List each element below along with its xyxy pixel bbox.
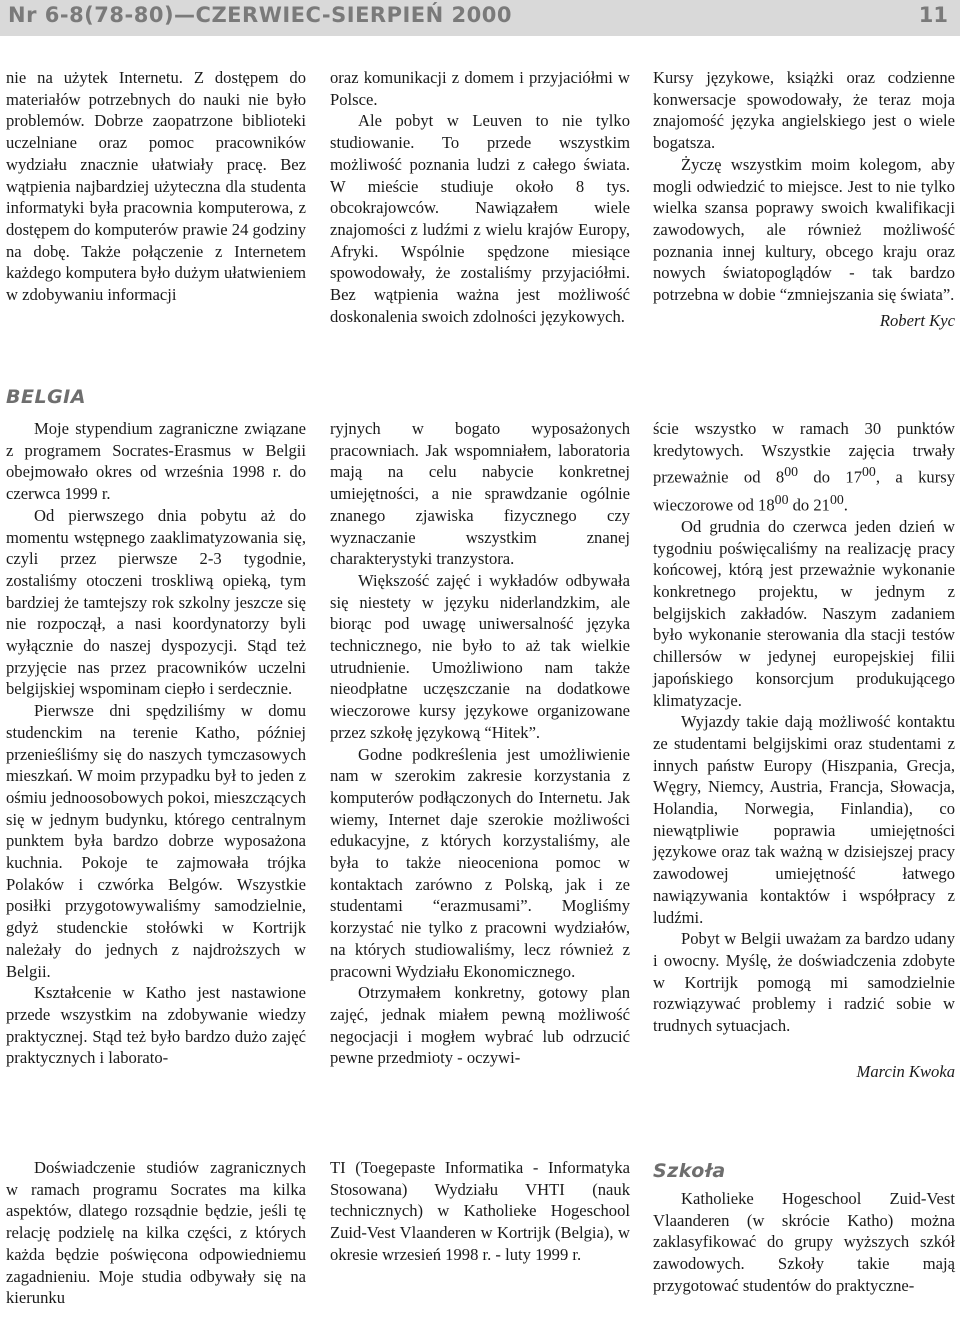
time-superscript: 00 — [784, 464, 799, 480]
paragraph: nie na użytek Internetu. Z dostępem do materiałów potrzebnych do nauki nie było problemów. Dobrze zaopatrzone biblioteki uczelniane oraz pomoc pracowników wydziału znacznie ułatwiały pracę. Bez wątpienia najbardziej użyteczna dla studenta informatyki była pracownia komputerowa, z dostępem do komputerów prawie 24 godziny na dobę. Także połączenie z Internetem każdego komputera było dużym ułatwieniem w zdobywaniu informacji — [6, 68, 307, 305]
paragraph: Większość zajęć i wykładów odbywała się niestety w języku niderlandzkim, ale biorąc pod uwagę uniwersalność języka technicznego, nie było to aż tak wielkie utrudnienie. Umożliwiono nam także nieodpłatne uczęszczanie na dodatkowe wieczorowe kursy językowe organizowane przez szkołę językową “Hitek”. — [330, 570, 630, 742]
schedule-text: do 17 — [798, 467, 863, 487]
time-superscript: 00 — [829, 491, 844, 507]
paragraph-schedule — [653, 418, 955, 516]
belgia-column-3 — [653, 418, 955, 1082]
paragraph: Wyjazdy takie dają możliwość kontaktu ze studentami belgijskimi oraz studentami z innych państw Europy (Hiszpania, Grecja, Węgry, Niemcy, Austria, Francja, Słowacja, Holandia, Norwegia, Finlandia), co niewątpliwie poprawia umiejętności językowe oraz tak ważną w dzisiejszej pracy zawodowej umiejętność łatwego nawiązywania kontaktów i współpracy z ludźmi. — [653, 712, 955, 927]
paragraph: TI (Toegepaste Informatika - Informatyka Stosowana) Wydziału VHTI (nauk technicznych) w Katholieke Hogeschool Zuid-Vest Vlaanderen w Kortrijk (Belgia), w okresie wrzesień 1998 r. - luty 1999 r. — [330, 1158, 630, 1264]
issue-title: Nr 6-8(78-80)—CZERWIEC-SIERPIEŃ 2000 — [8, 3, 512, 27]
paragraph: Pierwsze dni spędziliśmy w domu studenckim na terenie Katho, później przenieśliśmy się do naszych tymczasowych mieszkań. W moim przypadku był to jeden z ośmiu jednoosobowych pokoi, mieszczących się w jednym budynku, którego centralnym punktem była bardzo dobrze wyposażona kuchnia. Pokoje te zajmowała trójka Polaków i czwórka Belgów. Wszystkie posiłki przygotowywaliśmy samodzielnie, gdyż studenckie stołówki w Kortrijk należały do jednych z najdroższych w Belgii. — [6, 701, 306, 981]
paragraph: oraz komunikacji z domem i przyjaciółmi w Polsce. — [330, 68, 630, 109]
page-header — [0, 0, 960, 36]
belgia-column-1 — [6, 418, 306, 1069]
paragraph: Kształcenie w Katho jest nastawione przede wszystkim na zdobywanie wiedzy praktycznej. Stąd też było bardzo dużo zajęć praktycznych i laborato- — [6, 983, 306, 1068]
bottom-column-1 — [6, 1157, 306, 1309]
paragraph: Kursy językowe, książki oraz codzienne konwersacje spowodowały, że teraz moja znajomość języka angielskiego jest o wiele bogatsza. — [653, 68, 955, 153]
paragraph: Od pierwszego dnia pobytu aż do momentu wstępnego zaaklimatyzowania się, czyli przez pierwsze 2-3 tygodnie, zostaliśmy otoczeni troskliwą opieką, tym bardziej że tamtejszy rok szkolny jeszcze się nie rozpoczął, a nasi koordynatorzy byli wyłącznie do naszej dyspozycji. Stąd też przyjęcie nas przez pracowników uczelni belgijskiej wspominam ciepło i serdecznie. — [6, 505, 306, 699]
section-heading-belgia: BELGIA — [6, 386, 86, 408]
paragraph: Ale pobyt w Leuven to nie tylko studiowanie. To przede wszystkim możliwość poznania ludzi z całego świata. W mieście studiuje około 8 tys. obcokrajowców. Nawiązałem wiele znajomości z ludźmi z wielu krajów Europy, Afryki. Wspólnie spędzone miesiące spowodowały, że zostaliśmy przyjaciółmi. Bez wątpienia ważna jest możliwość doskonalenia swoich zdolności językowych. — [330, 111, 630, 326]
author-signature: Robert Kyc — [879, 310, 955, 330]
bottom-column-2 — [330, 1157, 630, 1266]
paragraph: ryjnych w bogato wyposażonych pracowniach. Jak wspomniałem, laboratoria mają na celu nabycie konkretnej umiejętności, a nie sprawdzanie ogólnie znanego zjawiska fizycznego czy wyznaczanie wszystkim znanej charakterystyki tranzystora. — [330, 419, 630, 569]
schedule-text: . — [843, 495, 848, 515]
top-column-2 — [330, 67, 630, 327]
paragraph: Pobyt w Belgii uważam za bardzo udany i owocny. Myślę, że doświadczenia zdobyte w Kortrijk pomogą mi samodzielnie rozwiązywać problemy i radzić sobie w trudnych sytuacjach. — [653, 929, 955, 1036]
belgia-column-2 — [330, 418, 630, 1069]
bottom-column-3 — [653, 1188, 955, 1297]
page-number: 11 — [918, 3, 948, 27]
top-column-1 — [6, 67, 306, 306]
paragraph: Życzę wszystkim moim kolegom, aby mogli odwiedzić to miejsce. Jest to nie tylko wielka szansa poprawy swoich kwalifikacji zawodowych, ale również możliwość poznania innej kultury, obcego kraju oraz nowych światopoglądów - tak bardzo potrzebna w dobie “zmniejszania się świata”. — [653, 154, 955, 305]
section-heading-szkola: Szkoła — [653, 1160, 726, 1182]
schedule-text: do 21 — [788, 495, 830, 515]
paragraph: Otrzymałem konkretny, gotowy plan zajęć, jednak miałem pewną możliwość negocjacji i mogłem wybrać lub odrzucić pewne przedmioty - oczywi- — [330, 983, 630, 1068]
paragraph: Godne podkreślenia jest umożliwienie nam w szerokim zakresie korzystania z komputerów podłączonych do Internetu. Jak wiemy, Internet daje szerokie możliwości edukacyjne, z których korzystaliśmy, ale była to także nieoceniona pomoc w kontaktach zarówno z Polską, jak i ze studentami “erazmusami”. Mogliśmy korzystać nie tylko z pracowni wydziałów, na których studiowaliśmy, lecz również z pracowni Wydziału Ekonomicznego. — [330, 744, 630, 981]
schedule-text: ście wszystko w ramach 30 punktów kredytowych. Wszystkie zajęcia trwały przeważnie od 8 — [653, 419, 955, 487]
paragraph: Moje stypendium zagraniczne związane z programem Socrates-Erasmus w Belgii obejmowało okres od września 1998 r. do czerwca 1999 r. — [6, 419, 306, 504]
top-column-3 — [653, 67, 955, 331]
author-signature: Marcin Kwoka — [856, 1061, 955, 1081]
time-superscript: 00 — [862, 464, 876, 480]
paragraph: Doświadczenie studiów zagranicznych w ramach programu Socrates ma kilka aspektów, dlatego rozsądnie będzie, jeśli tę relację podzielę na kilka części, z których każda będzie poświęcona odpowiedniemu zagadnieniu. Moje studia odbywały się na kierunku — [6, 1158, 306, 1308]
paragraph: Katholieke Hogeschool Zuid-Vest Vlaanderen (w skrócie Katho) można zaklasyfikować do grupy wyższych szkół zawodowych. Szkoły takie mają przygotować studentów do praktyczne- — [653, 1189, 955, 1295]
time-superscript: 00 — [774, 491, 789, 507]
paragraph: Od grudnia do czerwca jeden dzień w tygodniu poświęcaliśmy na realizację pracy końcowej, którą jest przeważnie wykonanie konkretnego projektu, w jednym z belgijskich zakładów. Naszym zadaniem było wykonanie sterowania dla stacji testów chillersów w jedynej europejskiej filii japońskiego konsorcjum produkującego klimatyzacje. — [653, 516, 955, 710]
schedule-text: , a kursy wieczorowe od 18 — [653, 467, 956, 515]
